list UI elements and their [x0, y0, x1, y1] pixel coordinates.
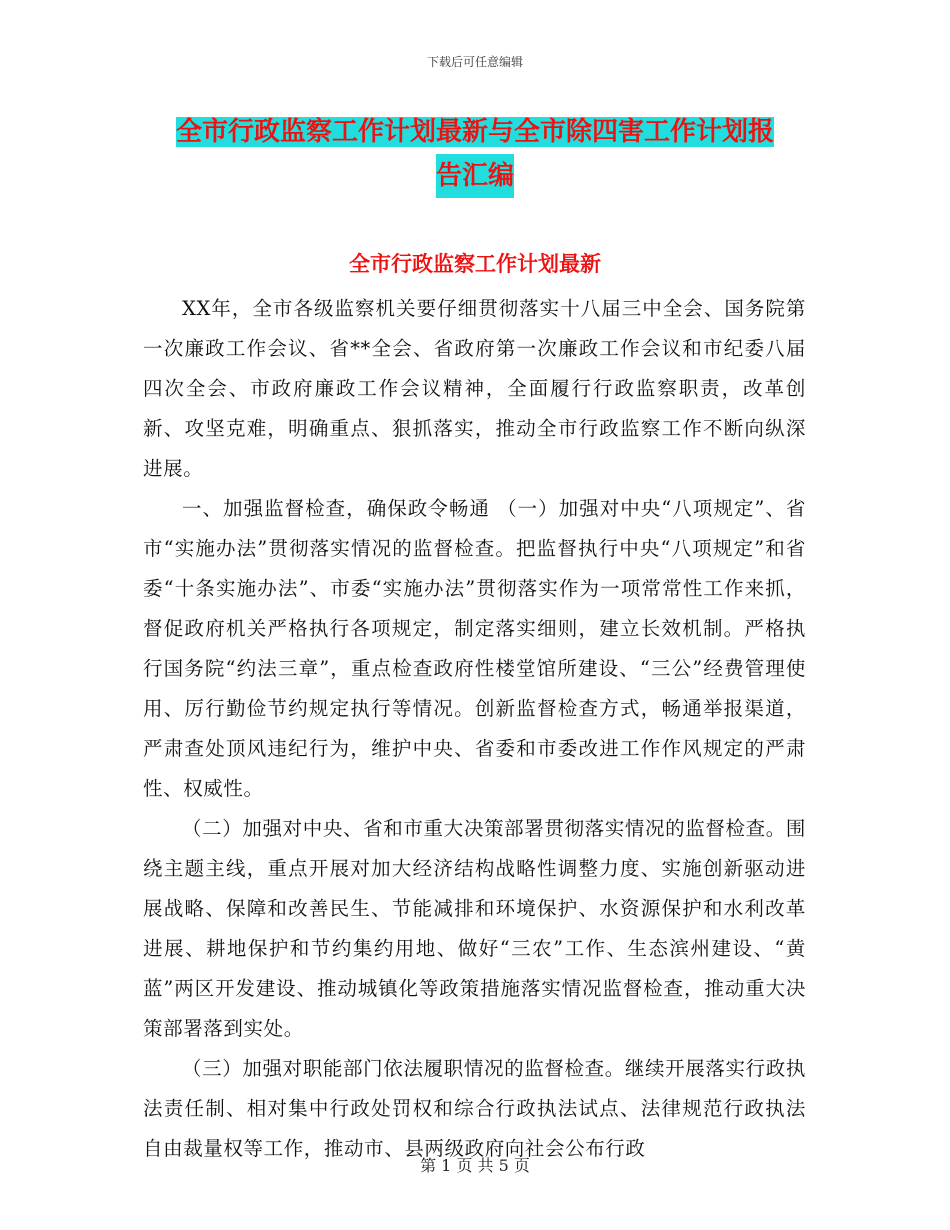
header-note: 下载后可任意编辑: [426, 55, 523, 69]
page-footer: 第 1 页 共 5 页: [420, 1156, 530, 1175]
document-title: [0, 110, 950, 198]
paragraph: XX年，全市各级监察机关要仔细贯彻落实十八届三中全会、国务院第一次廉政工作会议、省**全会、省政府第一次廉政工作会议和市纪委八届四次全会、市政府廉政工作会议精神，全面履行行政监察职责，改革创新、攻坚克难，明确重点、狠抓落实，推动全市行政监察工作不断向纵深进展。: [143, 297, 806, 480]
document-title-line2: 告汇编: [436, 154, 514, 198]
section-title: 全市行政监察工作计划最新: [349, 252, 601, 276]
paragraph: （三）加强对职能部门依法履职情况的监督检查。继续开展落实行政执法责任制、相对集中行政处罚权和综合行政执法试点、法律规范行政执法自由裁量权等工作，推动市、县两级政府向社会公布行政: [143, 1057, 806, 1160]
document-title-line1: 全市行政监察工作计划最新与全市除四害工作计划报: [175, 117, 774, 147]
document-body: [143, 289, 806, 1169]
paragraph: 一、加强监督检查，确保政令畅通 （一）加强对中央“八项规定”、省市“实施办法”贯彻落实情况的监督检查。把监督执行中央“八项规定”和省委“十条实施办法”、市委“实施办法”贯彻落实作为一项常常性工作来抓，督促政府机关严格执行各项规定，制定落实细则，建立长效机制。严格执行国务院“约法三章”，重点检查政府性楼堂馆所建设、“三公”经费管理使用、厉行勤俭节约规定执行等情况。创新监督检查方式，畅通举报渠道，严肃查处顶风违纪行为，维护中央、省委和市委改进工作作风规定的严肃性、权威性。: [143, 497, 806, 800]
paragraph: （二）加强对中央、省和市重大决策部署贯彻落实情况的监督检查。围绕主题主线，重点开展对加大经济结构战略性调整力度、实施创新驱动进展战略、保障和改善民生、节能减排和环境保护、水资源保护和水利改革进展、耕地保护和节约集约用地、做好“三农”工作、生态滨州建设、“黄蓝”两区开发建设、推动城镇化等政策措施落实情况监督检查，推动重大决策部署落到实处。: [143, 817, 806, 1040]
